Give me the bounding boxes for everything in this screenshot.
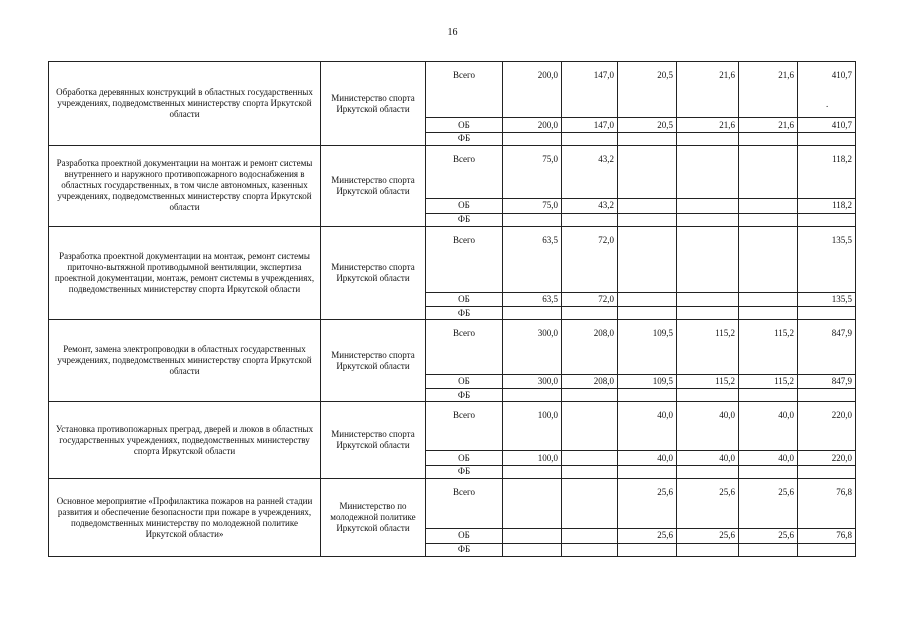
value-cell: 115,2 [677,320,739,374]
value-cell: 200,0 [503,62,562,118]
value-cell: 76,8 [798,529,856,543]
value-cell [503,465,562,478]
value-cell [677,226,739,292]
funding-source-total: Всего [426,402,503,451]
value-cell [618,199,677,213]
value-cell: 847,9 [798,320,856,374]
value-cell [562,306,618,319]
value-cell: 135,5 [798,226,856,292]
value-cell: 115,2 [739,320,798,374]
value-cell [503,213,562,226]
value-cell: 109,5 [618,320,677,374]
value-cell: 72,0 [562,292,618,306]
value-cell [562,402,618,451]
activity-description: Ремонт, замена электропроводки в областных государственных учреждениях, подведомственных министерству спорта Иркутской области [49,320,321,402]
value-cell [503,306,562,319]
table-row-total [49,146,856,199]
executor-cell: Министерство спорта Иркутской области [321,226,426,319]
value-cell [618,465,677,478]
value-cell: 109,5 [618,374,677,388]
funding-source-regional: ОБ [426,374,503,388]
value-cell: 75,0 [503,199,562,213]
value-cell: 115,2 [677,374,739,388]
value-cell [503,529,562,543]
value-cell [798,213,856,226]
value-cell: 847,9 [798,374,856,388]
value-cell [618,132,677,145]
activity-description: Установка противопожарных преград, дверей и люков в областных государственных учреждениях, подведомственных министерству спорта Иркутской области [49,402,321,479]
value-cell: 21,6 [739,118,798,132]
value-cell: 100,0 [503,451,562,465]
funding-source-total: Всего [426,320,503,374]
value-cell: 410,7 [798,118,856,132]
value-cell: 118,2 [798,199,856,213]
value-cell: 21,6 [677,118,739,132]
value-cell [739,306,798,319]
table-row-total [49,62,856,118]
value-cell: 25,6 [677,479,739,529]
funding-source-federal: ФБ [426,306,503,319]
value-cell: 63,5 [503,226,562,292]
value-cell [798,306,856,319]
value-cell [618,543,677,556]
value-cell [618,226,677,292]
value-cell: 43,2 [562,146,618,199]
value-cell [618,213,677,226]
funding-source-total: Всего [426,62,503,118]
value-cell: 115,2 [739,374,798,388]
funding-source-regional: ОБ [426,118,503,132]
funding-source-total: Всего [426,479,503,529]
executor-cell: Министерство по молодежной политике Иркутской области [321,479,426,557]
value-cell: 63,5 [503,292,562,306]
value-cell: 100,0 [503,402,562,451]
value-cell [562,132,618,145]
value-cell [739,213,798,226]
value-cell [503,543,562,556]
funding-source-regional: ОБ [426,292,503,306]
value-cell: 21,6 [677,62,739,118]
value-cell: 147,0 [562,118,618,132]
value-cell [562,529,618,543]
value-cell [798,132,856,145]
value-cell [503,132,562,145]
executor-cell: Министерство спорта Иркутской области [321,402,426,479]
value-cell [618,292,677,306]
table-row-total [49,226,856,292]
value-cell: 25,6 [739,479,798,529]
funding-source-regional: ОБ [426,451,503,465]
value-cell: 410,7 [798,62,856,118]
value-cell [562,451,618,465]
value-cell: 118,2 [798,146,856,199]
value-cell: 20,5 [618,118,677,132]
value-cell: 72,0 [562,226,618,292]
value-cell [739,199,798,213]
value-cell: 40,0 [677,402,739,451]
table-row-total [49,479,856,529]
activity-description: Разработка проектной документации на монтаж и ремонт системы внутреннего и наружного противопожарного водоснабжения в областных государственных, в том числе автономных, казенных учреждениях, подведомственных министерству спорта Иркутской области [49,146,321,227]
value-cell [677,292,739,306]
value-cell [677,132,739,145]
value-cell: 40,0 [618,451,677,465]
value-cell [739,132,798,145]
value-cell [677,388,739,401]
value-cell [739,465,798,478]
executor-cell: Министерство спорта Иркутской области [321,320,426,402]
value-cell: 300,0 [503,374,562,388]
value-cell [798,543,856,556]
stray-mark: . [826,99,829,109]
value-cell [739,146,798,199]
value-cell [503,388,562,401]
activity-description: Обработка деревянных конструкций в областных государственных учреждениях, подведомственных министерству спорта Иркутской области [49,62,321,146]
funding-source-federal: ФБ [426,132,503,145]
value-cell: 200,0 [503,118,562,132]
value-cell: 25,6 [618,529,677,543]
value-cell: 40,0 [739,402,798,451]
value-cell: 20,5 [618,62,677,118]
value-cell: 43,2 [562,199,618,213]
budget-table [48,61,856,557]
value-cell: 40,0 [739,451,798,465]
value-cell [677,199,739,213]
table-row-total [49,402,856,451]
value-cell [677,465,739,478]
value-cell [562,479,618,529]
value-cell [677,213,739,226]
value-cell [562,388,618,401]
activity-description: Основное мероприятие «Профилактика пожаров на ранней стадии развития и обеспечение безопасности при пожаре в учреждениях, подведомственных министерству по молодежной политике Иркутской области» [49,479,321,557]
value-cell [503,479,562,529]
value-cell: 75,0 [503,146,562,199]
value-cell [562,543,618,556]
value-cell: 208,0 [562,374,618,388]
funding-source-federal: ФБ [426,465,503,478]
value-cell [562,213,618,226]
value-cell [618,388,677,401]
value-cell [677,146,739,199]
table-body [49,62,856,557]
value-cell: 135,5 [798,292,856,306]
value-cell: 76,8 [798,479,856,529]
value-cell [618,146,677,199]
value-cell [739,292,798,306]
value-cell [562,465,618,478]
value-cell [677,306,739,319]
value-cell: 21,6 [739,62,798,118]
value-cell: 40,0 [677,451,739,465]
table-row-total [49,320,856,374]
funding-source-total: Всего [426,146,503,199]
value-cell [798,388,856,401]
value-cell: 220,0 [798,451,856,465]
executor-cell: Министерство спорта Иркутской области [321,146,426,227]
value-cell [739,226,798,292]
page-number: 16 [447,27,458,38]
funding-source-total: Всего [426,226,503,292]
funding-source-federal: ФБ [426,388,503,401]
funding-source-regional: ОБ [426,529,503,543]
value-cell: 40,0 [618,402,677,451]
value-cell: 147,0 [562,62,618,118]
value-cell: 208,0 [562,320,618,374]
funding-source-regional: ОБ [426,199,503,213]
activity-description: Разработка проектной документации на монтаж, ремонт системы приточно-вытяжной противодымной вентиляции, экспертиза проектной документации, монтаж, ремонт системы в учреждениях, подведомственных министерству спорта Иркутской области [49,226,321,319]
value-cell: 25,6 [677,529,739,543]
value-cell [677,543,739,556]
funding-source-federal: ФБ [426,543,503,556]
value-cell: 25,6 [618,479,677,529]
value-cell: 25,6 [739,529,798,543]
value-cell: 220,0 [798,402,856,451]
funding-source-federal: ФБ [426,213,503,226]
value-cell [618,306,677,319]
value-cell [739,388,798,401]
executor-cell: Министерство спорта Иркутской области [321,62,426,146]
value-cell [798,465,856,478]
value-cell [739,543,798,556]
value-cell: 300,0 [503,320,562,374]
